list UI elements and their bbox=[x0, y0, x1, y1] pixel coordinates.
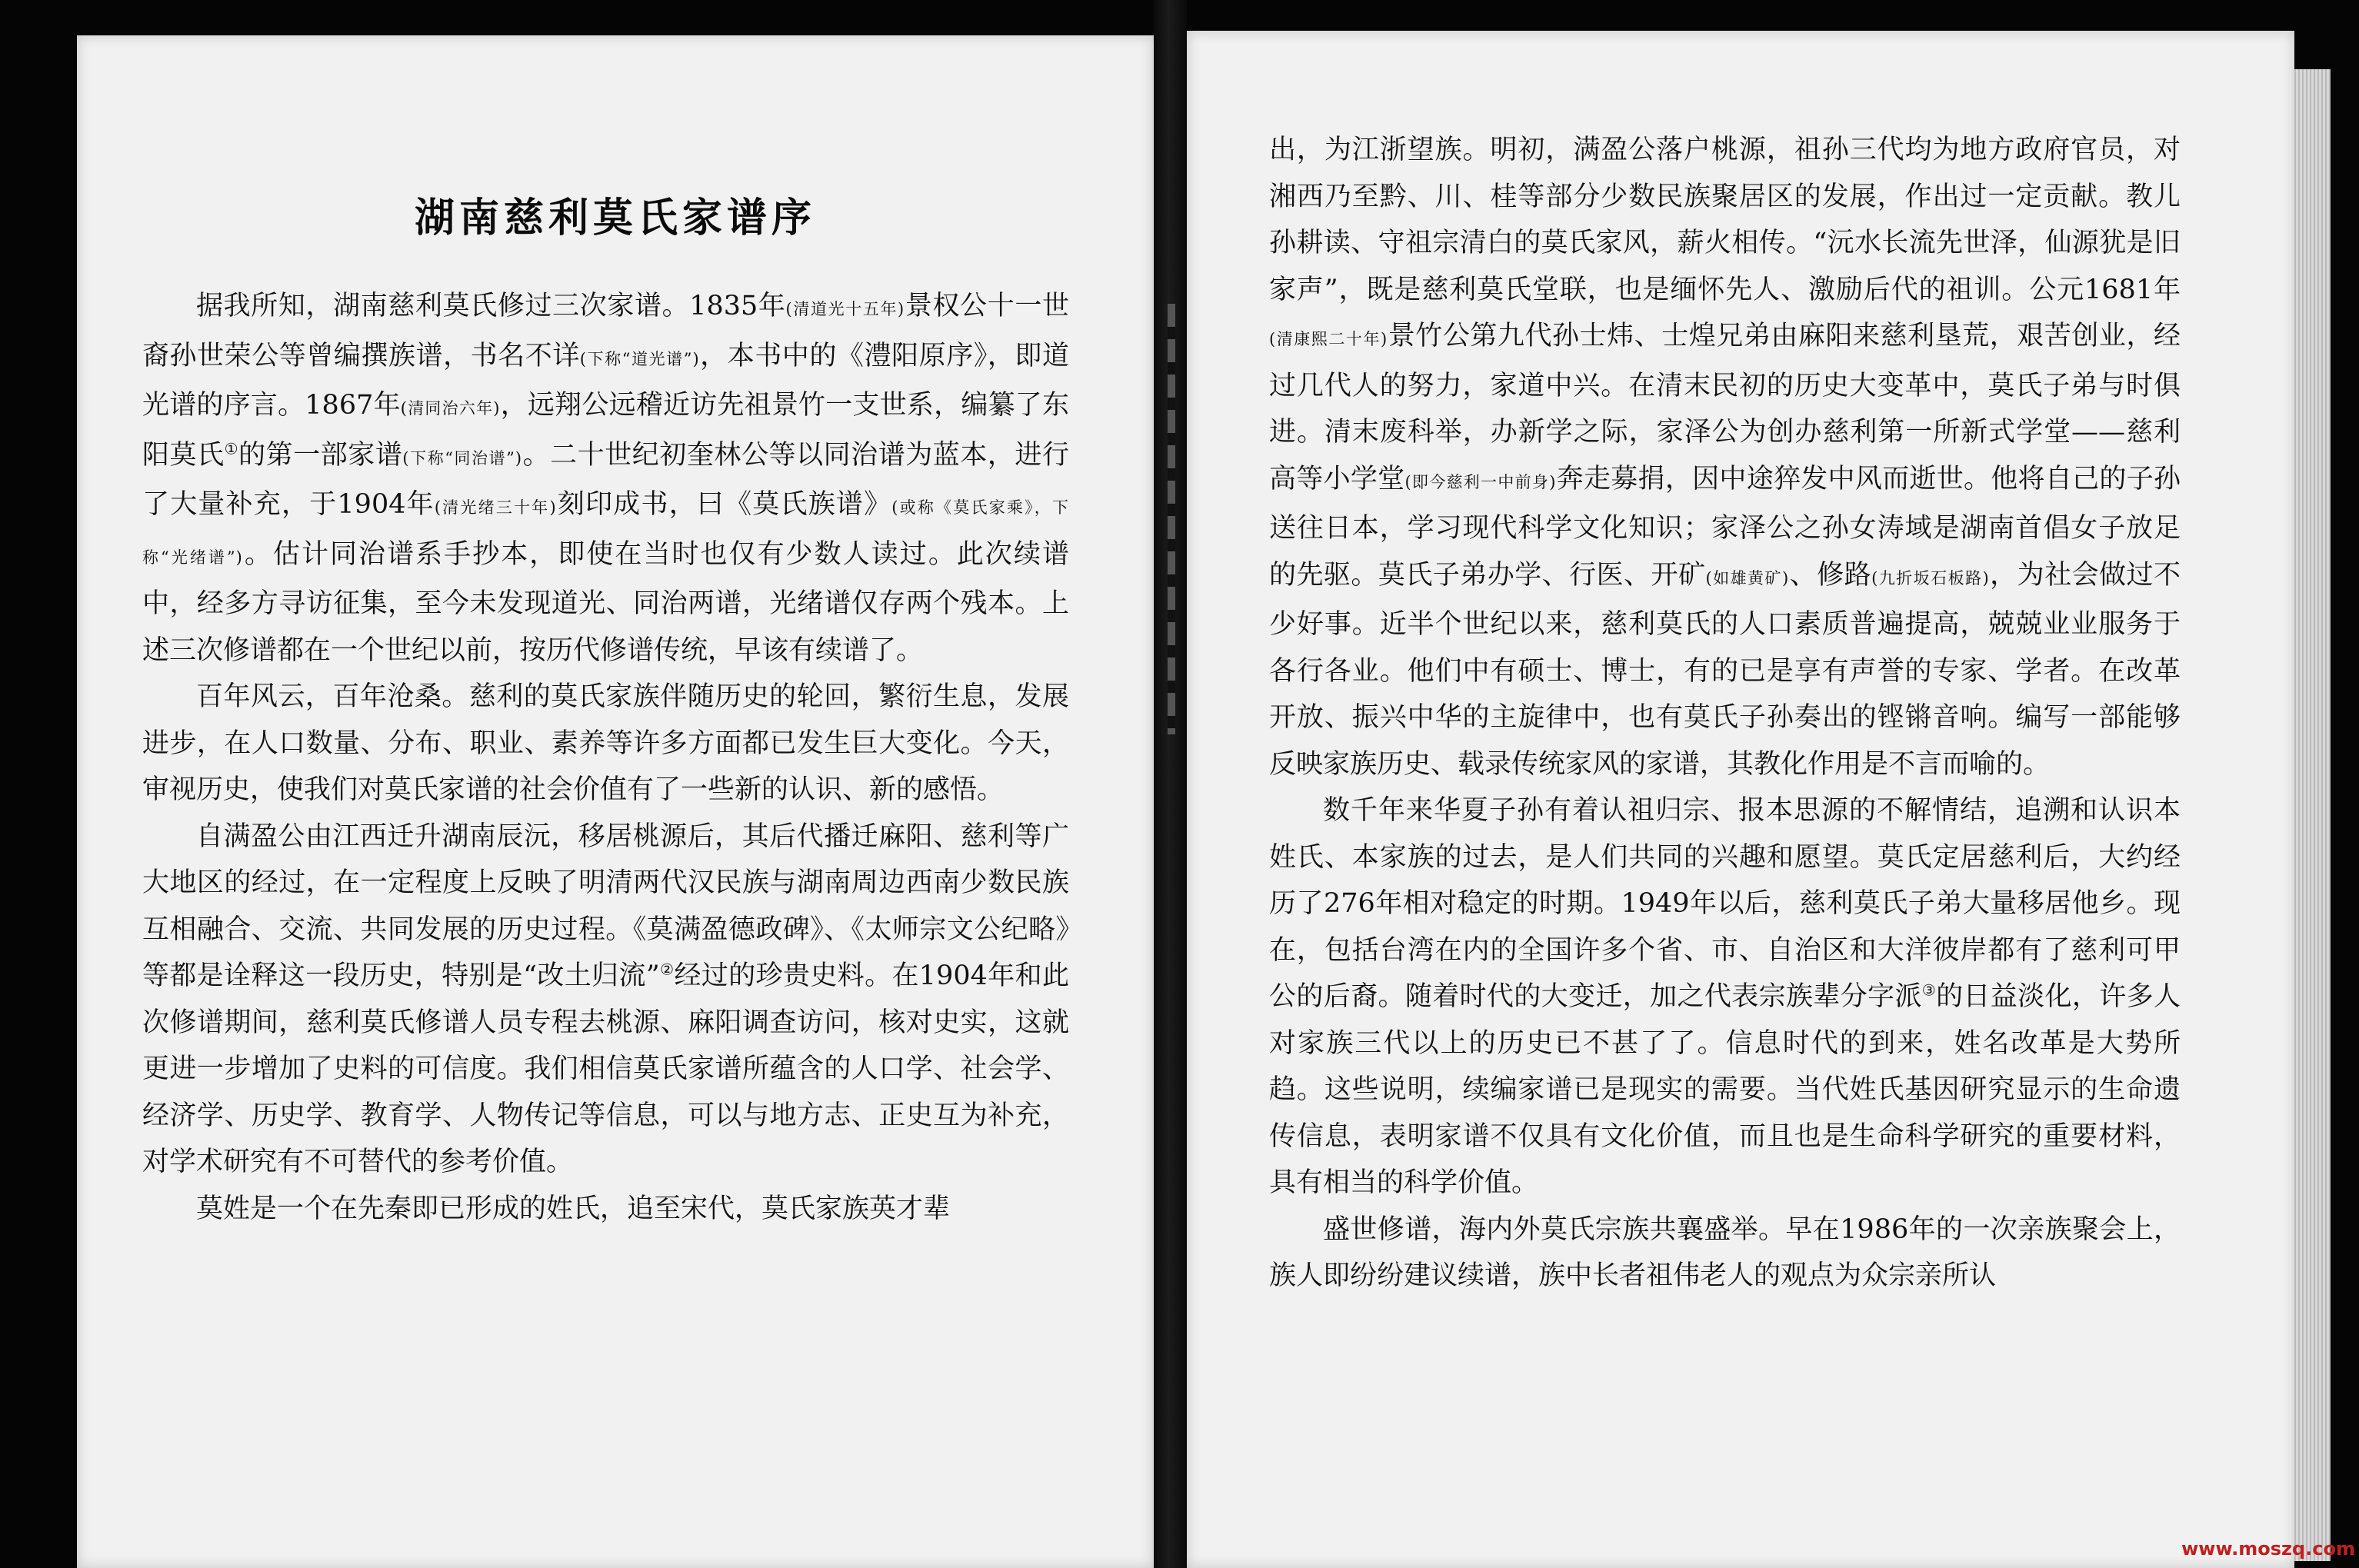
inline-note: (即今慈利一中前身) bbox=[1404, 472, 1557, 491]
footnote-marker: ② bbox=[659, 960, 675, 979]
inline-note: (下称“同治谱”) bbox=[402, 448, 523, 468]
paragraph-4: 莫姓是一个在先秦即已形成的姓氏，追至宋代，莫氏家族英才辈 bbox=[196, 1193, 951, 1224]
paragraph-continued bbox=[1269, 127, 2181, 787]
text-run: ，本书中的《澧阳原序》，即道光谱的序言。1867年 bbox=[142, 340, 1069, 421]
page-stack-edge bbox=[2288, 69, 2331, 1561]
watermark: www.moszq.com bbox=[2181, 1538, 2355, 1560]
text-run: 奔走募捐，因中途猝发中风而逝世。他将自己的子孙送往日本，学习现代科学文化知识；家泽公之孙女涛域是湖南首倡女子放足的先驱。莫氏子弟办学、行医、开矿 bbox=[1269, 463, 2181, 591]
paragraph-5 bbox=[1269, 787, 2181, 1207]
inline-note: (如雄黄矿) bbox=[1705, 568, 1790, 588]
paragraph-3 bbox=[142, 814, 1069, 1186]
right-page-body bbox=[1269, 127, 2181, 1300]
inline-note: (下称“道光谱”) bbox=[579, 349, 700, 368]
text-run: 自满盈公由江西迁升湖南辰沅，移居桃源后，其后代播迁麻阳、慈利等广大地区的经过，在一定程度上反映了明清两代汉民族与湖南周边西南少数民族互相融合、交流、共同发展的历史过程。《莫满盈德政碑》、《太师宗文公纪略》等都是诠释这一段历史，特别是“改土归流” bbox=[142, 821, 1069, 991]
text-run: 据我所知，湖南慈利莫氏修过三次家谱。1835年 bbox=[196, 291, 786, 321]
inline-note: (清道光十五年) bbox=[785, 300, 905, 318]
spine-lettering bbox=[1168, 304, 1175, 734]
left-page-body bbox=[142, 283, 1069, 1232]
paragraph-1 bbox=[142, 283, 1069, 674]
text-run: 经过的珍贵史料。在1904年和此次修谱期间，慈利莫氏修谱人员专程去桃源、麻阳调查访问，核对史实，这就更进一步增加了史料的可信度。我们相信莫氏家谱所蕴含的人口学、社会学、经济学、历史学、教育学、人物传记等信息，可以与地方志、正史互为补充，对学术研究有不可替代的参考价值。 bbox=[142, 960, 1069, 1177]
paragraph-6: 盛世修谱，海内外莫氏宗族共襄盛举。早在1986年的一次亲族聚会上，族人即纷纷建议续谱，族中长者祖伟老人的观点为众宗亲所认 bbox=[1269, 1213, 2181, 1291]
inline-note: (清同治六年) bbox=[400, 399, 501, 418]
text-run: 。估计同治谱系手抄本，即使在当时也仅有少数人读过。此次续谱中，经多方寻访征集，至今未发现道光、同治两谱，光绪谱仅存两个残本。上述三次修谱都在一个世纪以前，按历代修谱传统，早该有续谱了。 bbox=[142, 538, 1069, 666]
text-run: 、修路 bbox=[1789, 559, 1872, 591]
book-spine bbox=[1154, 0, 1187, 1568]
text-run: 。二十世纪初奎林公等以同治谱为蓝本，进行了大量补充，于1904年 bbox=[142, 439, 1069, 520]
text-run: ，远翔公远稽近访先祖景竹一支世系，编纂了东阳莫氏 bbox=[142, 390, 1069, 471]
inline-note: (九折坂石板路) bbox=[1871, 568, 1990, 588]
text-run: 景权公十一世裔孙世荣公等曾编撰族谱，书名不详 bbox=[142, 291, 1069, 371]
text-run: 的日益淡化，许多人对家族三代以上的历史已不甚了了。信息时代的到来，姓名改革是大势所趋。这些说明，续编家谱已是现实的需要。当代姓氏基因研究显示的生命遗传信息，表明家谱不仅具有文化价值，而且也是生命科学研究的重要材料，具有相当的科学价值。 bbox=[1269, 981, 2181, 1198]
text-run: 刻印成书，曰《莫氏族谱》 bbox=[556, 489, 892, 520]
text-run: ，为社会做过不少好事。近半个世纪以来，慈利莫氏的人口素质普遍提高，兢兢业业服务于各行各业。他们中有硕士、博士，有的已是享有声誉的专家、学者。在改革开放、振兴中华的主旋律中，也有莫氏子孙奏出的铿锵音响。编写一部能够反映家族历史、载录传统家风的家谱，其教化作用是不言而喻的。 bbox=[1269, 559, 2181, 780]
inline-note: (清康熙二十年) bbox=[1269, 330, 1388, 348]
text-run: 出，为江浙望族。明初，满盈公落户桃源，祖孙三代均为地方政府官员，对湘西乃至黔、川、桂等部分少数民族聚居区的发展，作出过一定贡献。教儿孙耕读、守祖宗清白的莫氏家风，薪火相传。“沅水长流先世泽，仙源犹是旧家声”，既是慈利莫氏堂联，也是缅怀先人、激励后代的祖训。公元1681年 bbox=[1269, 135, 2181, 305]
text-run: 的第一部家谱 bbox=[238, 439, 403, 471]
text-run: 景竹公第九代孙士炜、士煌兄弟由麻阳来慈利垦荒，艰苦创业，经过几代人的努力，家道中兴。在清末民初的历史大变革中，莫氏子弟与时俱进。清末废科举，办新学之际，家泽公为创办慈利第一所新式学堂——慈利高等小学堂 bbox=[1269, 321, 2181, 494]
footnote-marker: ③ bbox=[1921, 980, 1937, 1000]
inline-note: (清光绪三十年) bbox=[434, 498, 557, 517]
paragraph-2: 百年风云，百年沧桑。慈利的莫氏家族伴随历史的轮回，繁衍生息，发展进步，在人口数量、分布、职业、素养等许多方面都已发生巨大变化。今天，审视历史，使我们对莫氏家谱的社会价值有了一些新的认识、新的感悟。 bbox=[142, 681, 1069, 805]
page-title: 湖南慈利莫氏家谱序 bbox=[414, 195, 816, 241]
text-run: 数千年来华夏子孙有着认祖归宗、报本思源的不解情结，追溯和认识本姓氏、本家族的过去，是人们共同的兴趣和愿望。莫氏定居慈利后，大约经历了276年相对稳定的时期。1949年以后，慈利莫氏子弟大量移居他乡。现在，包括台湾在内的全国许多个省、市、自治区和大洋彼岸都有了慈利可甲公的后裔。随着时代的大变迁，加之代表宗族辈分字派 bbox=[1269, 795, 2181, 1012]
inline-note: (或称《莫氏家乘》，下称“光绪谱”) bbox=[142, 498, 1069, 567]
footnote-marker: ① bbox=[224, 438, 239, 458]
